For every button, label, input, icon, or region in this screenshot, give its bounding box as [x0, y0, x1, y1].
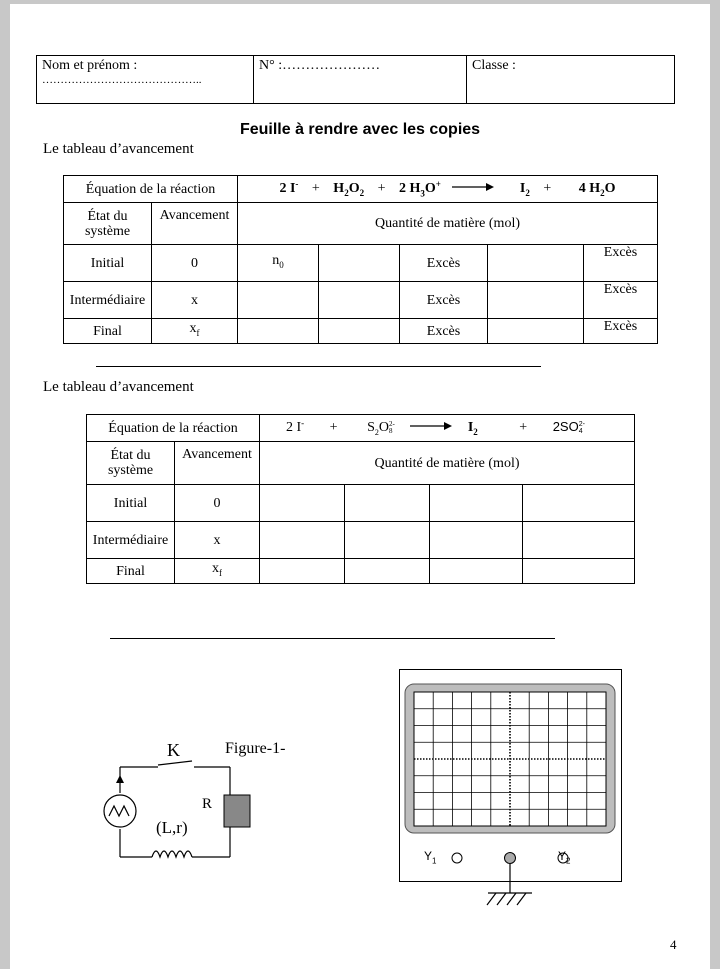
blank-cell[interactable]	[523, 522, 635, 559]
blank-cell[interactable]	[488, 245, 584, 282]
equation-label: Équation de la réaction	[64, 176, 238, 203]
blank-cell[interactable]	[488, 282, 584, 319]
avancement-label: Avancement	[152, 203, 238, 245]
table-row	[87, 485, 635, 522]
page-number: 4	[670, 937, 677, 952]
blank-cell[interactable]	[488, 319, 584, 344]
sheet-title: Feuille à rendre avec les copies	[239, 121, 481, 138]
cell-n0[interactable]: $n_0$	[238, 245, 319, 282]
class-cell[interactable]	[467, 56, 675, 104]
blank-cell[interactable]	[319, 319, 400, 344]
blank-cell[interactable]	[260, 485, 345, 522]
blank-cell[interactable]	[319, 282, 400, 319]
table-row	[87, 559, 635, 584]
current-arrow-icon	[116, 775, 124, 783]
resistor-icon	[224, 795, 250, 827]
quantite-label: Quantité de matière (mol)	[238, 203, 658, 245]
separator-line	[110, 638, 555, 639]
row-avancement: 0	[175, 485, 260, 522]
row-etat: Initial	[64, 245, 152, 282]
row-exces: Excès	[584, 282, 658, 319]
number-label: N° :…………………	[259, 58, 381, 73]
blank-cell[interactable]	[523, 485, 635, 522]
equation-label: Équation de la réaction	[87, 415, 260, 442]
row-exces: Excès	[584, 319, 658, 344]
table1-caption: Le tableau d’avancement	[43, 141, 194, 157]
quantite-label: Quantité de matière (mol)	[260, 442, 635, 485]
oscilloscope-screen	[399, 669, 621, 909]
blank-cell[interactable]	[430, 485, 523, 522]
blank-cell[interactable]	[260, 522, 345, 559]
reaction-arrow-icon	[452, 181, 494, 196]
student-info-table	[36, 55, 675, 104]
row-etat: Intermédiaire	[87, 522, 175, 559]
table2-caption: Le tableau d’avancement	[43, 379, 194, 395]
row-exces: Excès	[400, 282, 488, 319]
row-etat: Final	[87, 559, 175, 584]
table-row	[87, 522, 635, 559]
blank-cell[interactable]	[345, 522, 430, 559]
row-avancement: $x_f$	[152, 319, 238, 344]
y1-input-label: $Y_1$	[424, 849, 437, 866]
name-cell[interactable]	[37, 56, 254, 104]
reaction-arrow-icon	[410, 420, 452, 435]
table-row	[64, 319, 658, 344]
avancement-label: Avancement	[175, 442, 260, 485]
blank-cell[interactable]	[260, 559, 345, 584]
resistor-label: R	[202, 796, 213, 812]
table-row	[64, 245, 658, 282]
row-etat: Final	[64, 319, 152, 344]
row-avancement: 0	[152, 245, 238, 282]
row-exces: Excès	[400, 319, 488, 344]
name-label: Nom et prénom :	[42, 58, 138, 73]
blank-cell[interactable]	[523, 559, 635, 584]
row-avancement: x	[175, 522, 260, 559]
name-dots: ……………………………………..	[42, 74, 202, 86]
separator-line	[96, 366, 541, 367]
number-cell[interactable]	[254, 56, 467, 104]
advancement-table-2	[86, 414, 635, 584]
switch-label: K	[167, 740, 180, 760]
blank-cell[interactable]	[345, 559, 430, 584]
blank-cell[interactable]	[319, 245, 400, 282]
table-row	[64, 282, 658, 319]
advancement-table-1	[63, 175, 658, 344]
coil-label: (L,r)	[156, 818, 188, 837]
row-exces: Excès	[584, 245, 658, 282]
figure-label: Figure-1-	[225, 740, 286, 757]
blank-cell[interactable]	[238, 319, 319, 344]
y2-input-label: $Y_2$	[558, 849, 571, 866]
blank-cell[interactable]	[430, 559, 523, 584]
row-avancement: x	[152, 282, 238, 319]
class-label: Classe :	[472, 58, 516, 73]
page	[10, 4, 710, 969]
row-etat: Initial	[87, 485, 175, 522]
row-exces: Excès	[400, 245, 488, 282]
reaction-equation: 2 $I^- + H_2O_2 + 2$ $H_3O^+$ $I_2 + 4$ $H_2O$	[238, 176, 658, 203]
reaction-equation: 2 $I^- + S_2O$ 2- 8 $I_2 + 2SO$ 2- 4	[260, 415, 635, 442]
etat-label: État du système	[64, 203, 152, 245]
blank-cell[interactable]	[345, 485, 430, 522]
etat-label: État du système	[87, 442, 175, 485]
blank-cell[interactable]	[430, 522, 523, 559]
blank-cell[interactable]	[238, 282, 319, 319]
row-etat: Intermédiaire	[64, 282, 152, 319]
row-avancement: $x_f$	[175, 559, 260, 584]
